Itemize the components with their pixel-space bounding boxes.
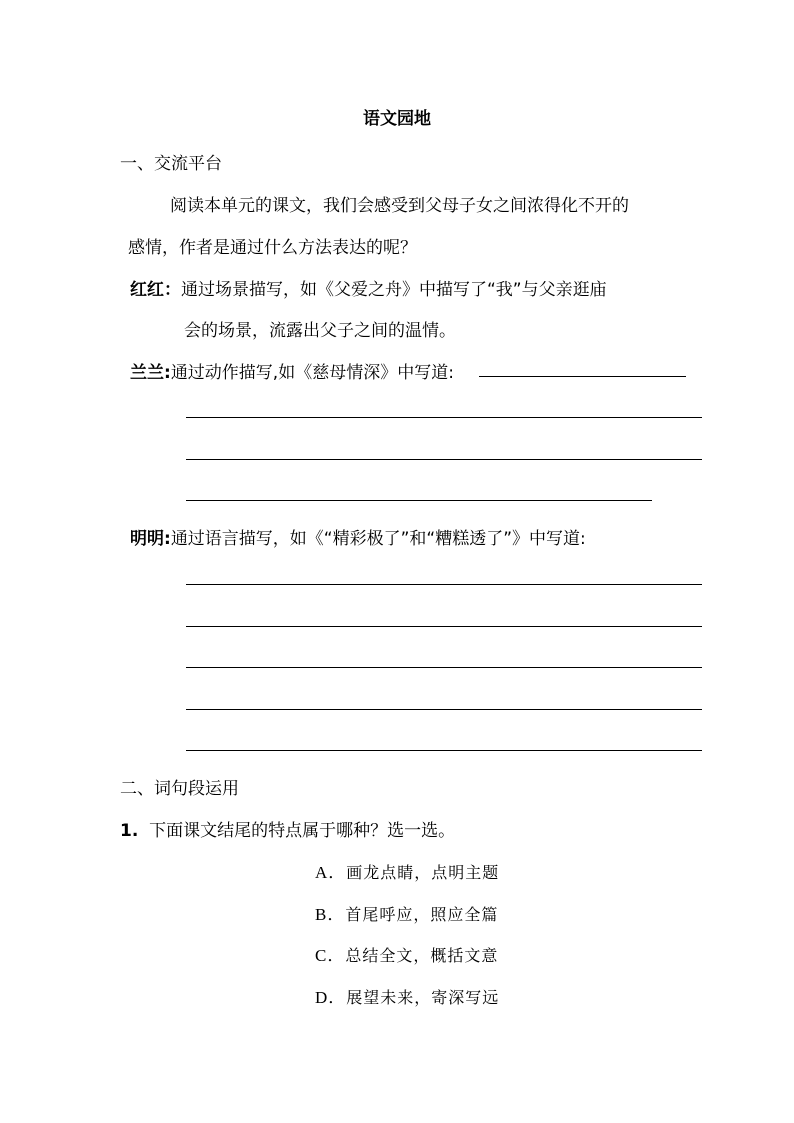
option-letter: B． <box>315 905 346 924</box>
question-number: 1. <box>120 821 139 841</box>
section-heading-exchange-platform: 一、交流平台 <box>120 154 222 174</box>
honghong-line-2: 会的场景，流露出父子之间的温情。 <box>184 321 456 341</box>
answer-blank-mingming-2[interactable] <box>186 626 702 627</box>
answer-blank-mingming-3[interactable] <box>186 667 702 668</box>
option-letter: D． <box>315 988 347 1007</box>
answer-blank-mingming-5[interactable] <box>186 750 702 751</box>
answer-blank-lanlan-2[interactable] <box>186 417 702 418</box>
option-text: 展望未来，寄深写远 <box>346 988 500 1007</box>
question-1 <box>120 816 455 841</box>
option-letter: C． <box>315 946 346 965</box>
honghong-text-1: 通过场景描写，如《父爱之舟》中描写了“我”与父亲逛庙 <box>181 280 607 300</box>
honghong-line-1 <box>130 275 607 300</box>
answer-blank-mingming-1[interactable] <box>186 584 702 585</box>
option-letter: A． <box>315 863 347 882</box>
intro-line-2: 感情，作者是通过什么方法表达的呢？ <box>128 238 417 258</box>
speaker-label-mingming: 明明: <box>130 529 171 549</box>
option-a[interactable] <box>315 858 499 883</box>
option-text: 总结全文，概括文意 <box>345 946 499 965</box>
answer-blank-lanlan-4[interactable] <box>186 500 652 501</box>
speaker-label-honghong: 红红： <box>130 280 181 300</box>
mingming-line <box>130 524 586 549</box>
option-text: 首尾呼应，照应全篇 <box>345 905 499 924</box>
answer-blank-mingming-4[interactable] <box>186 709 702 710</box>
option-d[interactable] <box>315 983 499 1008</box>
question-text: 下面课文结尾的特点属于哪种？选一选。 <box>149 821 456 841</box>
answer-blank-lanlan-1[interactable] <box>479 376 686 377</box>
section-heading-word-usage: 二、词句段运用 <box>120 779 239 799</box>
lanlan-line <box>130 358 454 383</box>
page-title: 语文园地 <box>363 109 431 129</box>
mingming-text: 通过语言描写，如《“精彩极了”和“糟糕透了”》中写道: <box>170 529 586 549</box>
speaker-label-lanlan: 兰兰: <box>130 363 171 383</box>
intro-line-1: 阅读本单元的课文，我们会感受到父母子女之间浓得化不开的 <box>170 196 629 216</box>
option-text: 画龙点睛，点明主题 <box>346 863 500 882</box>
option-b[interactable] <box>315 900 498 925</box>
lanlan-text: 通过动作描写,如《慈母情深》中写道: <box>170 363 454 383</box>
option-c[interactable] <box>315 941 498 966</box>
answer-blank-lanlan-3[interactable] <box>186 459 702 460</box>
